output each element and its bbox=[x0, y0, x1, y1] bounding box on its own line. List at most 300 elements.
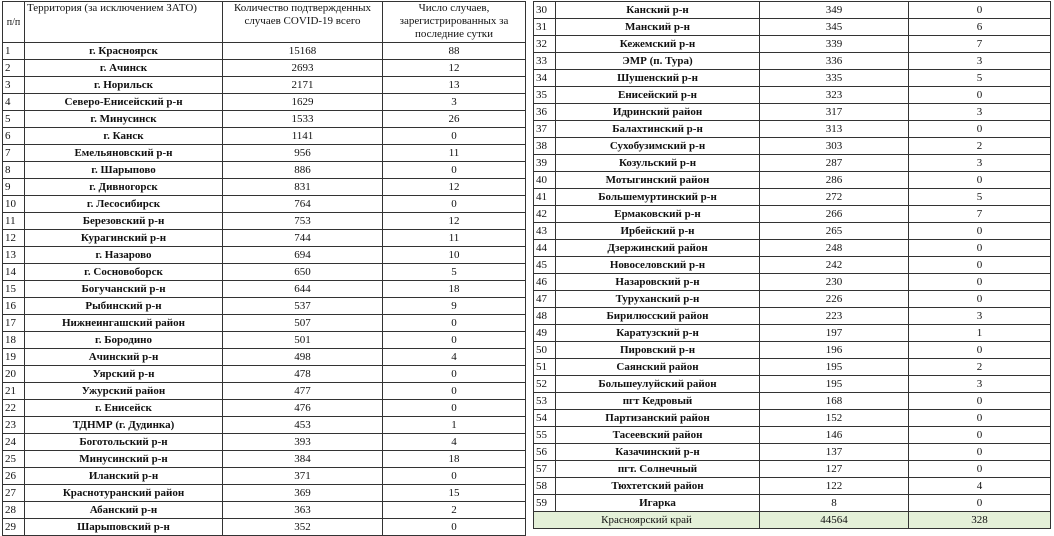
row-total-cases: 152 bbox=[760, 410, 909, 427]
row-total-cases: 369 bbox=[223, 485, 383, 502]
row-total-cases: 146 bbox=[760, 427, 909, 444]
table-row bbox=[534, 223, 1051, 240]
row-number: 18 bbox=[3, 332, 25, 349]
row-daily-cases: 13 bbox=[383, 77, 526, 94]
table-row bbox=[3, 111, 526, 128]
row-territory: Ужурский район bbox=[25, 383, 223, 400]
row-daily-cases: 3 bbox=[909, 53, 1051, 70]
row-daily-cases: 0 bbox=[909, 121, 1051, 138]
row-number: 11 bbox=[3, 213, 25, 230]
table-row bbox=[534, 70, 1051, 87]
table-left-body bbox=[3, 2, 526, 536]
table-row bbox=[534, 206, 1051, 223]
row-number: 14 bbox=[3, 264, 25, 281]
row-territory: г. Енисейск bbox=[25, 400, 223, 417]
table-row bbox=[3, 230, 526, 247]
row-territory: Тасеевский район bbox=[556, 427, 760, 444]
row-number: 15 bbox=[3, 281, 25, 298]
row-total-cases: 265 bbox=[760, 223, 909, 240]
table-row bbox=[3, 94, 526, 111]
row-total-cases: 266 bbox=[760, 206, 909, 223]
row-total-cases: 335 bbox=[760, 70, 909, 87]
row-daily-cases: 3 bbox=[383, 94, 526, 111]
header-territory: Территория (за исключением ЗАТО) bbox=[25, 2, 223, 43]
row-daily-cases: 4 bbox=[909, 478, 1051, 495]
row-total-cases: 537 bbox=[223, 298, 383, 315]
row-total-cases: 393 bbox=[223, 434, 383, 451]
row-total-cases: 287 bbox=[760, 155, 909, 172]
row-number: 12 bbox=[3, 230, 25, 247]
table-row bbox=[3, 451, 526, 468]
row-number: 34 bbox=[534, 70, 556, 87]
row-daily-cases: 0 bbox=[383, 366, 526, 383]
row-daily-cases: 3 bbox=[909, 308, 1051, 325]
row-number: 38 bbox=[534, 138, 556, 155]
row-number: 21 bbox=[3, 383, 25, 400]
row-daily-cases: 4 bbox=[383, 349, 526, 366]
row-daily-cases: 0 bbox=[909, 342, 1051, 359]
row-territory: Березовский р-н bbox=[25, 213, 223, 230]
row-territory: Минусинский р-н bbox=[25, 451, 223, 468]
row-number: 41 bbox=[534, 189, 556, 206]
row-territory: Курагинский р-н bbox=[25, 230, 223, 247]
row-territory: Ачинский р-н bbox=[25, 349, 223, 366]
table-row bbox=[534, 2, 1051, 19]
table-row bbox=[3, 196, 526, 213]
header-total-cases: Количество подтвержденных случаев COVID-19 всего bbox=[223, 2, 383, 43]
row-daily-cases: 88 bbox=[383, 43, 526, 60]
table-row bbox=[534, 240, 1051, 257]
table-row bbox=[3, 468, 526, 485]
row-territory: Игарка bbox=[556, 495, 760, 512]
row-daily-cases: 0 bbox=[383, 315, 526, 332]
covid-table-left bbox=[2, 1, 526, 536]
row-territory: Боготольский р-н bbox=[25, 434, 223, 451]
table-row bbox=[534, 444, 1051, 461]
row-total-cases: 753 bbox=[223, 213, 383, 230]
row-territory: Нижнеингашский район bbox=[25, 315, 223, 332]
header-num: п/п bbox=[3, 2, 25, 43]
row-total-cases: 248 bbox=[760, 240, 909, 257]
row-territory: Енисейский р-н bbox=[556, 87, 760, 104]
row-daily-cases: 11 bbox=[383, 145, 526, 162]
row-daily-cases: 4 bbox=[383, 434, 526, 451]
row-number: 58 bbox=[534, 478, 556, 495]
row-number: 40 bbox=[534, 172, 556, 189]
row-total-cases: 886 bbox=[223, 162, 383, 179]
table-header-row bbox=[3, 2, 526, 43]
table-row bbox=[3, 247, 526, 264]
row-total-cases: 384 bbox=[223, 451, 383, 468]
row-number: 24 bbox=[3, 434, 25, 451]
row-total-cases: 476 bbox=[223, 400, 383, 417]
row-total-cases: 226 bbox=[760, 291, 909, 308]
row-number: 37 bbox=[534, 121, 556, 138]
header-daily-cases: Число случаев, зарегистрированных за последние сутки bbox=[383, 2, 526, 43]
row-territory: г. Сосновоборск bbox=[25, 264, 223, 281]
row-daily-cases: 10 bbox=[383, 247, 526, 264]
table-row bbox=[3, 485, 526, 502]
row-territory: Пировский р-н bbox=[556, 342, 760, 359]
row-daily-cases: 9 bbox=[383, 298, 526, 315]
row-territory: г. Шарыпово bbox=[25, 162, 223, 179]
row-daily-cases: 0 bbox=[383, 162, 526, 179]
row-total-cases: 230 bbox=[760, 274, 909, 291]
row-territory: г. Ачинск bbox=[25, 60, 223, 77]
row-total-cases: 122 bbox=[760, 478, 909, 495]
row-territory: Рыбинский р-н bbox=[25, 298, 223, 315]
row-daily-cases: 0 bbox=[909, 495, 1051, 512]
row-daily-cases: 12 bbox=[383, 179, 526, 196]
row-total-cases: 195 bbox=[760, 359, 909, 376]
table-row bbox=[3, 264, 526, 281]
row-number: 4 bbox=[3, 94, 25, 111]
table-row bbox=[3, 60, 526, 77]
row-territory: Козульский р-н bbox=[556, 155, 760, 172]
row-daily-cases: 2 bbox=[383, 502, 526, 519]
row-total-cases: 15168 bbox=[223, 43, 383, 60]
row-total-cases: 363 bbox=[223, 502, 383, 519]
row-total-cases: 477 bbox=[223, 383, 383, 400]
row-daily-cases: 12 bbox=[383, 60, 526, 77]
row-territory: Ирбейский р-н bbox=[556, 223, 760, 240]
table-row bbox=[534, 19, 1051, 36]
row-number: 50 bbox=[534, 342, 556, 359]
row-number: 53 bbox=[534, 393, 556, 410]
row-daily-cases: 12 bbox=[383, 213, 526, 230]
row-daily-cases: 0 bbox=[909, 172, 1051, 189]
table-row bbox=[3, 502, 526, 519]
row-daily-cases: 18 bbox=[383, 451, 526, 468]
row-number: 6 bbox=[3, 128, 25, 145]
covid-table-right bbox=[533, 1, 1051, 529]
row-daily-cases: 5 bbox=[909, 189, 1051, 206]
row-number: 48 bbox=[534, 308, 556, 325]
row-territory: Большемуртинский р-н bbox=[556, 189, 760, 206]
row-total-cases: 127 bbox=[760, 461, 909, 478]
row-total-cases: 1533 bbox=[223, 111, 383, 128]
row-total-cases: 323 bbox=[760, 87, 909, 104]
table-row bbox=[534, 274, 1051, 291]
daily-cases-sum: 328 bbox=[909, 512, 1051, 529]
row-daily-cases: 0 bbox=[383, 400, 526, 417]
row-territory: Туруханский р-н bbox=[556, 291, 760, 308]
row-daily-cases: 15 bbox=[383, 485, 526, 502]
table-row bbox=[3, 383, 526, 400]
row-daily-cases: 5 bbox=[909, 70, 1051, 87]
row-number: 26 bbox=[3, 468, 25, 485]
table-row bbox=[3, 366, 526, 383]
table-row bbox=[3, 43, 526, 60]
table-row bbox=[3, 77, 526, 94]
table-row bbox=[534, 495, 1051, 512]
table-row bbox=[3, 349, 526, 366]
row-territory: пгт. Солнечный bbox=[556, 461, 760, 478]
row-territory: Новоселовский р-н bbox=[556, 257, 760, 274]
row-total-cases: 223 bbox=[760, 308, 909, 325]
row-total-cases: 317 bbox=[760, 104, 909, 121]
row-territory: г. Бородино bbox=[25, 332, 223, 349]
row-daily-cases: 7 bbox=[909, 36, 1051, 53]
row-number: 25 bbox=[3, 451, 25, 468]
row-total-cases: 339 bbox=[760, 36, 909, 53]
row-territory: Емельяновский р-н bbox=[25, 145, 223, 162]
row-territory: Иланский р-н bbox=[25, 468, 223, 485]
row-daily-cases: 0 bbox=[909, 87, 1051, 104]
table-row bbox=[3, 417, 526, 434]
row-number: 33 bbox=[534, 53, 556, 70]
row-daily-cases: 0 bbox=[383, 332, 526, 349]
table-row bbox=[534, 104, 1051, 121]
row-total-cases: 313 bbox=[760, 121, 909, 138]
table-row bbox=[534, 291, 1051, 308]
row-total-cases: 352 bbox=[223, 519, 383, 536]
row-total-cases: 349 bbox=[760, 2, 909, 19]
row-daily-cases: 0 bbox=[383, 519, 526, 536]
row-territory: Бирилюсский район bbox=[556, 308, 760, 325]
row-daily-cases: 0 bbox=[909, 257, 1051, 274]
table-right-body bbox=[534, 2, 1051, 529]
row-daily-cases: 0 bbox=[909, 240, 1051, 257]
table-row bbox=[3, 281, 526, 298]
row-total-cases: 644 bbox=[223, 281, 383, 298]
row-territory: Большеулуйский район bbox=[556, 376, 760, 393]
row-territory: Партизанский район bbox=[556, 410, 760, 427]
row-daily-cases: 2 bbox=[909, 359, 1051, 376]
row-daily-cases: 0 bbox=[909, 461, 1051, 478]
table-row bbox=[534, 325, 1051, 342]
row-territory: г. Канск bbox=[25, 128, 223, 145]
row-total-cases: 197 bbox=[760, 325, 909, 342]
total-row bbox=[534, 512, 1051, 529]
row-number: 7 bbox=[3, 145, 25, 162]
table-row bbox=[3, 298, 526, 315]
row-total-cases: 744 bbox=[223, 230, 383, 247]
row-territory: ТДНМР (г. Дудинка) bbox=[25, 417, 223, 434]
row-total-cases: 764 bbox=[223, 196, 383, 213]
row-daily-cases: 11 bbox=[383, 230, 526, 247]
row-territory: г. Красноярск bbox=[25, 43, 223, 60]
total-cases-sum: 44564 bbox=[760, 512, 909, 529]
row-daily-cases: 0 bbox=[909, 2, 1051, 19]
row-number: 31 bbox=[534, 19, 556, 36]
row-number: 28 bbox=[3, 502, 25, 519]
row-territory: Богучанский р-н bbox=[25, 281, 223, 298]
row-daily-cases: 0 bbox=[909, 274, 1051, 291]
table-row bbox=[534, 308, 1051, 325]
row-number: 29 bbox=[3, 519, 25, 536]
row-territory: Казачинский р-н bbox=[556, 444, 760, 461]
row-total-cases: 831 bbox=[223, 179, 383, 196]
table-row bbox=[534, 87, 1051, 104]
row-territory: Манский р-н bbox=[556, 19, 760, 36]
row-number: 36 bbox=[534, 104, 556, 121]
row-daily-cases: 0 bbox=[383, 128, 526, 145]
row-number: 16 bbox=[3, 298, 25, 315]
row-number: 3 bbox=[3, 77, 25, 94]
row-daily-cases: 7 bbox=[909, 206, 1051, 223]
row-number: 57 bbox=[534, 461, 556, 478]
row-territory: Абанский р-н bbox=[25, 502, 223, 519]
total-region-name: Красноярский край bbox=[534, 512, 760, 529]
row-total-cases: 168 bbox=[760, 393, 909, 410]
table-row bbox=[534, 36, 1051, 53]
row-territory: г. Минусинск bbox=[25, 111, 223, 128]
table-row bbox=[534, 461, 1051, 478]
row-daily-cases: 18 bbox=[383, 281, 526, 298]
table-row bbox=[3, 128, 526, 145]
row-number: 30 bbox=[534, 2, 556, 19]
row-total-cases: 195 bbox=[760, 376, 909, 393]
row-total-cases: 137 bbox=[760, 444, 909, 461]
row-number: 10 bbox=[3, 196, 25, 213]
table-row bbox=[534, 155, 1051, 172]
row-daily-cases: 0 bbox=[909, 427, 1051, 444]
row-number: 13 bbox=[3, 247, 25, 264]
row-number: 45 bbox=[534, 257, 556, 274]
row-total-cases: 196 bbox=[760, 342, 909, 359]
row-daily-cases: 0 bbox=[383, 196, 526, 213]
row-daily-cases: 1 bbox=[909, 325, 1051, 342]
row-number: 42 bbox=[534, 206, 556, 223]
row-total-cases: 345 bbox=[760, 19, 909, 36]
row-total-cases: 336 bbox=[760, 53, 909, 70]
row-territory: Каратузский р-н bbox=[556, 325, 760, 342]
table-row bbox=[534, 376, 1051, 393]
row-number: 9 bbox=[3, 179, 25, 196]
row-number: 55 bbox=[534, 427, 556, 444]
row-number: 8 bbox=[3, 162, 25, 179]
row-daily-cases: 0 bbox=[909, 410, 1051, 427]
table-row bbox=[534, 478, 1051, 495]
table-row bbox=[534, 342, 1051, 359]
row-daily-cases: 3 bbox=[909, 155, 1051, 172]
table-row bbox=[3, 332, 526, 349]
row-daily-cases: 0 bbox=[383, 383, 526, 400]
table-row bbox=[534, 410, 1051, 427]
table-row bbox=[3, 315, 526, 332]
row-territory: Тюхтетский район bbox=[556, 478, 760, 495]
table-row bbox=[3, 519, 526, 536]
row-territory: Канский р-н bbox=[556, 2, 760, 19]
table-row bbox=[3, 213, 526, 230]
table-row bbox=[534, 189, 1051, 206]
row-territory: г. Назарово bbox=[25, 247, 223, 264]
table-row bbox=[534, 53, 1051, 70]
row-daily-cases: 0 bbox=[909, 444, 1051, 461]
row-number: 52 bbox=[534, 376, 556, 393]
table-row bbox=[534, 359, 1051, 376]
row-territory: Уярский р-н bbox=[25, 366, 223, 383]
row-daily-cases: 6 bbox=[909, 19, 1051, 36]
row-territory: г. Лесосибирск bbox=[25, 196, 223, 213]
row-number: 27 bbox=[3, 485, 25, 502]
row-daily-cases: 0 bbox=[909, 393, 1051, 410]
row-territory: Дзержинский район bbox=[556, 240, 760, 257]
row-territory: Идринский район bbox=[556, 104, 760, 121]
table-row bbox=[534, 257, 1051, 274]
row-number: 17 bbox=[3, 315, 25, 332]
row-number: 2 bbox=[3, 60, 25, 77]
row-number: 51 bbox=[534, 359, 556, 376]
row-territory: пгт Кедровый bbox=[556, 393, 760, 410]
row-total-cases: 501 bbox=[223, 332, 383, 349]
row-daily-cases: 0 bbox=[909, 291, 1051, 308]
table-row bbox=[534, 427, 1051, 444]
row-territory: г. Дивногорск bbox=[25, 179, 223, 196]
row-daily-cases: 3 bbox=[909, 376, 1051, 393]
row-territory: Мотыгинский район bbox=[556, 172, 760, 189]
row-territory: Саянский район bbox=[556, 359, 760, 376]
row-territory: Назаровский р-н bbox=[556, 274, 760, 291]
row-total-cases: 498 bbox=[223, 349, 383, 366]
row-number: 39 bbox=[534, 155, 556, 172]
row-daily-cases: 2 bbox=[909, 138, 1051, 155]
row-daily-cases: 1 bbox=[383, 417, 526, 434]
row-territory: ЭМР (п. Тура) bbox=[556, 53, 760, 70]
row-total-cases: 8 bbox=[760, 495, 909, 512]
row-number: 46 bbox=[534, 274, 556, 291]
table-row bbox=[534, 138, 1051, 155]
row-number: 59 bbox=[534, 495, 556, 512]
row-total-cases: 272 bbox=[760, 189, 909, 206]
row-total-cases: 650 bbox=[223, 264, 383, 281]
row-number: 47 bbox=[534, 291, 556, 308]
row-number: 1 bbox=[3, 43, 25, 60]
row-number: 22 bbox=[3, 400, 25, 417]
row-total-cases: 1629 bbox=[223, 94, 383, 111]
row-territory: Балахтинский р-н bbox=[556, 121, 760, 138]
row-number: 20 bbox=[3, 366, 25, 383]
row-total-cases: 478 bbox=[223, 366, 383, 383]
row-total-cases: 371 bbox=[223, 468, 383, 485]
row-territory: Шарыповский р-н bbox=[25, 519, 223, 536]
row-number: 54 bbox=[534, 410, 556, 427]
row-number: 35 bbox=[534, 87, 556, 104]
row-total-cases: 303 bbox=[760, 138, 909, 155]
row-total-cases: 2693 bbox=[223, 60, 383, 77]
row-territory: Шушенский р-н bbox=[556, 70, 760, 87]
table-row bbox=[3, 400, 526, 417]
table-row bbox=[534, 393, 1051, 410]
row-territory: Сухобузимский р-н bbox=[556, 138, 760, 155]
row-territory: Северо-Енисейский р-н bbox=[25, 94, 223, 111]
row-total-cases: 453 bbox=[223, 417, 383, 434]
row-territory: г. Норильск bbox=[25, 77, 223, 94]
table-row bbox=[3, 162, 526, 179]
row-daily-cases: 0 bbox=[383, 468, 526, 485]
row-number: 5 bbox=[3, 111, 25, 128]
row-total-cases: 507 bbox=[223, 315, 383, 332]
row-territory: Кежемский р-н bbox=[556, 36, 760, 53]
row-total-cases: 694 bbox=[223, 247, 383, 264]
table-row bbox=[3, 434, 526, 451]
row-daily-cases: 0 bbox=[909, 223, 1051, 240]
table-row bbox=[3, 179, 526, 196]
row-territory: Ермаковский р-н bbox=[556, 206, 760, 223]
row-total-cases: 286 bbox=[760, 172, 909, 189]
table-row bbox=[534, 172, 1051, 189]
row-number: 32 bbox=[534, 36, 556, 53]
row-total-cases: 956 bbox=[223, 145, 383, 162]
row-number: 56 bbox=[534, 444, 556, 461]
table-row bbox=[534, 121, 1051, 138]
row-daily-cases: 26 bbox=[383, 111, 526, 128]
row-total-cases: 1141 bbox=[223, 128, 383, 145]
row-number: 49 bbox=[534, 325, 556, 342]
row-total-cases: 242 bbox=[760, 257, 909, 274]
row-total-cases: 2171 bbox=[223, 77, 383, 94]
